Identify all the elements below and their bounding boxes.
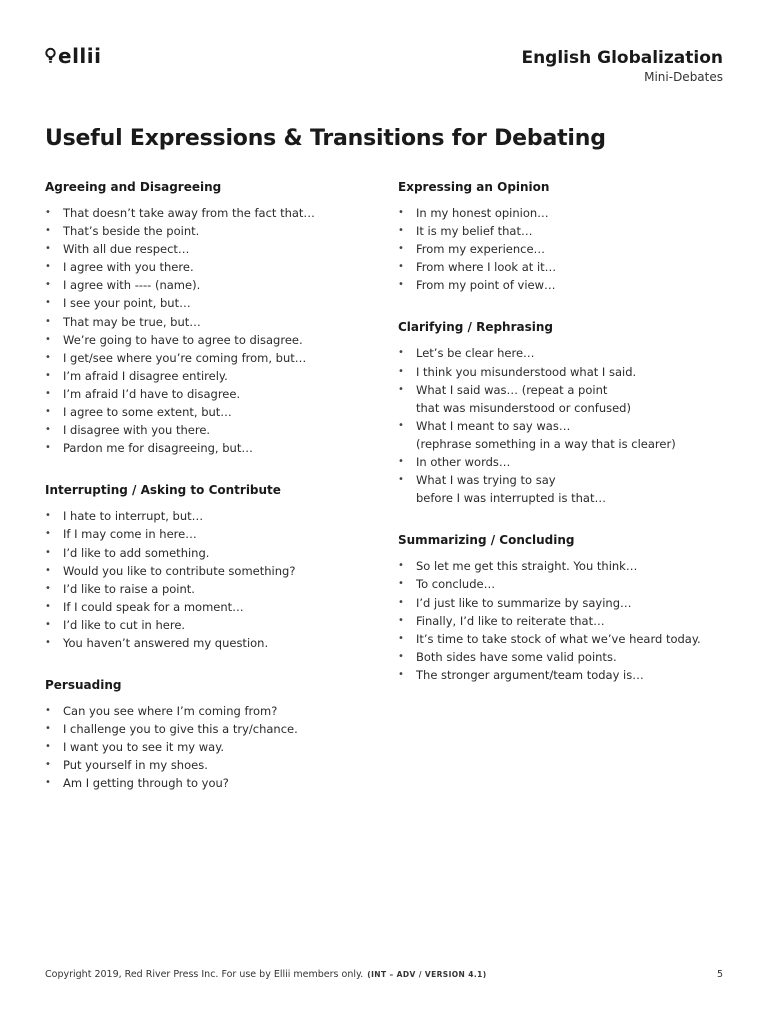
bullet-icon: • [45,406,51,418]
item-text: To conclude… [416,577,496,592]
footer-left [45,969,487,980]
bullet-icon: • [45,387,51,399]
bullet-icon: • [45,510,51,522]
bullet-icon: • [45,279,51,291]
item-text: I agree to some extent, but… [63,405,232,420]
list-item [398,204,728,222]
list-item [398,471,728,507]
item-text: It’s time to take stock of what we’ve heard today. [416,631,701,646]
item-text: I’d just like to summarize by saying… [416,595,632,610]
bullet-icon: • [398,419,404,431]
bullet-icon: • [398,456,404,468]
item-text: That’s beside the point. [63,224,200,239]
list-item [45,756,375,774]
section-expressing-an-opinion [398,178,728,294]
list-item [398,344,728,362]
list-item [398,612,728,630]
item-text: before I was interrupted is that… [416,491,606,506]
item-text: (rephrase something in a way that is clearer) [416,436,676,451]
list-item [45,598,375,616]
section-heading: Clarifying / Rephrasing [398,320,553,335]
item-text: What I was trying to say [416,473,556,488]
item-text: Let’s be clear here… [416,346,535,361]
list-item [45,403,375,421]
bullet-icon: • [45,636,51,648]
list-item [398,417,728,453]
bullet-icon: • [398,560,404,572]
header-title: English Globalization [521,48,723,68]
list-item [45,544,375,562]
bullet-icon: • [45,297,51,309]
list-item [398,381,728,417]
list-item [398,575,728,593]
list-item [45,439,375,457]
item-text: From my experience… [416,242,546,257]
header-subtitle: Mini-Debates [644,70,723,84]
section-heading: Interrupting / Asking to Contribute [45,483,281,498]
list-item [398,630,728,648]
list-item [398,594,728,612]
list-item [45,738,375,756]
bullet-icon: • [398,596,404,608]
bullet-icon: • [45,333,51,345]
item-text: I’d like to add something. [63,545,210,560]
list-item [45,634,375,652]
bullet-icon: • [398,474,404,486]
list-item [398,276,728,294]
item-text: What I said was… (repeat a point [416,382,608,397]
right-column [398,178,728,708]
bullet-icon: • [45,759,51,771]
bullet-icon: • [398,347,404,359]
list-item [45,258,375,276]
bullet-icon: • [398,365,404,377]
item-text: I hate to interrupt, but… [63,509,204,524]
item-text: I’d like to cut in here. [63,617,186,632]
item-text: In other words… [416,455,511,470]
lightbulb-icon [45,47,56,65]
item-text: From where I look at it… [416,260,557,275]
bullet-icon: • [45,225,51,237]
expression-list [45,204,375,457]
list-item [45,367,375,385]
list-item [45,525,375,543]
bullet-icon: • [45,424,51,436]
item-text: That may be true, but… [63,314,201,329]
bullet-icon: • [398,383,404,395]
bullet-icon: • [398,207,404,218]
bullet-icon: • [45,261,51,273]
expression-list [45,507,375,652]
list-item [45,562,375,580]
item-text: So let me get this straight. You think… [416,559,638,574]
item-text: Put yourself in my shoes. [63,758,208,773]
list-item [398,557,728,575]
copyright-text: Copyright 2019, Red River Press Inc. For use by Ellii members only. [45,969,364,980]
bullet-icon: • [398,261,404,273]
section-agreeing-and-disagreeing [45,178,375,457]
list-item [45,313,375,331]
item-text: From my point of view… [416,278,556,293]
item-text: I agree with ---- (name). [63,278,201,293]
item-text: That doesn’t take away from the fact that… [63,206,315,220]
bullet-icon: • [45,351,51,363]
bullet-icon: • [398,668,404,680]
item-text: You haven’t answered my question. [63,635,269,650]
bullet-icon: • [45,546,51,558]
bullet-icon: • [45,741,51,753]
item-text: I see your point, but… [63,296,191,311]
bullet-icon: • [398,614,404,626]
section-clarifying-rephrasing [398,318,728,507]
bullet-icon: • [45,207,51,218]
list-item [45,702,375,720]
item-text: I get/see where you’re coming from, but… [63,350,307,365]
section-persuading [45,676,375,792]
list-item [45,616,375,634]
logo-text: ellii [58,44,102,68]
list-item [45,331,375,349]
list-item [45,294,375,312]
item-text: I agree with you there. [63,260,194,275]
bullet-icon: • [45,618,51,630]
item-text: With all due respect… [63,242,190,257]
bullet-icon: • [45,777,51,789]
section-interrupting-asking-to-contribute [45,481,375,652]
page-title: Useful Expressions & Transitions for Debating [45,126,606,151]
list-item [398,258,728,276]
list-item [398,363,728,381]
list-item [398,648,728,666]
item-text: I’m afraid I’d have to disagree. [63,386,241,401]
item-text: We’re going to have to agree to disagree. [63,332,303,347]
item-text: Pardon me for disagreeing, but… [63,441,253,456]
expression-list [398,557,728,684]
bullet-icon: • [45,442,51,454]
bullet-icon: • [45,600,51,612]
list-item [45,222,375,240]
list-item [45,276,375,294]
bullet-icon: • [398,578,404,590]
section-heading: Agreeing and Disagreeing [45,180,222,194]
list-item [398,453,728,471]
bullet-icon: • [45,723,51,735]
left-column [45,178,375,817]
bullet-icon: • [398,243,404,255]
bullet-icon: • [398,279,404,291]
bullet-icon: • [45,528,51,540]
item-text: I disagree with you there. [63,423,211,438]
item-text: Am I getting through to you? [63,776,229,791]
bullet-icon: • [45,564,51,576]
expression-list [45,702,375,792]
list-item [398,666,728,684]
list-item [45,720,375,738]
bullet-icon: • [45,243,51,255]
expression-list [398,344,728,507]
document-header [521,47,723,85]
list-item [45,580,375,598]
item-text: I think you misunderstood what I said. [416,364,637,379]
item-text: If I could speak for a moment… [63,599,244,614]
page-number: 5 [716,969,723,980]
list-item [45,204,375,222]
list-item [45,385,375,403]
item-text: I challenge you to give this a try/chance. [63,722,298,737]
bullet-icon: • [398,225,404,237]
list-item [45,421,375,439]
item-text: I’m afraid I disagree entirely. [63,368,228,383]
list-item [45,507,375,525]
item-text: What I meant to say was… [416,418,571,433]
version-text: (INT – ADV / VERSION 4.1) [367,970,487,979]
bullet-icon: • [398,632,404,644]
list-item [398,240,728,258]
bullet-icon: • [45,705,51,717]
page-footer [45,969,723,980]
item-text: I’d like to raise a point. [63,581,195,596]
list-item [45,240,375,258]
item-text: Both sides have some valid points. [416,649,617,664]
item-text: If I may come in here… [63,527,197,542]
item-text: Can you see where I’m coming from? [63,704,278,719]
item-text: Finally, I’d like to reiterate that… [416,613,605,628]
list-item [45,774,375,792]
bullet-icon: • [45,582,51,594]
expression-list [398,204,728,294]
section-summarizing-concluding [398,531,728,684]
bullet-icon: • [398,650,404,662]
section-heading: Expressing an Opinion [398,180,550,194]
section-heading: Summarizing / Concluding [398,533,575,548]
bullet-icon: • [45,315,51,327]
bullet-icon: • [45,369,51,381]
item-text: In my honest opinion… [416,206,549,220]
list-item [398,222,728,240]
item-text: It is my belief that… [416,224,533,239]
item-text: Would you like to contribute something? [63,563,296,578]
item-text: that was misunderstood or confused) [416,400,631,415]
section-heading: Persuading [45,678,122,693]
ellii-logo [45,44,102,68]
item-text: The stronger argument/team today is… [416,667,644,682]
item-text: I want you to see it my way. [63,740,225,755]
list-item [45,349,375,367]
